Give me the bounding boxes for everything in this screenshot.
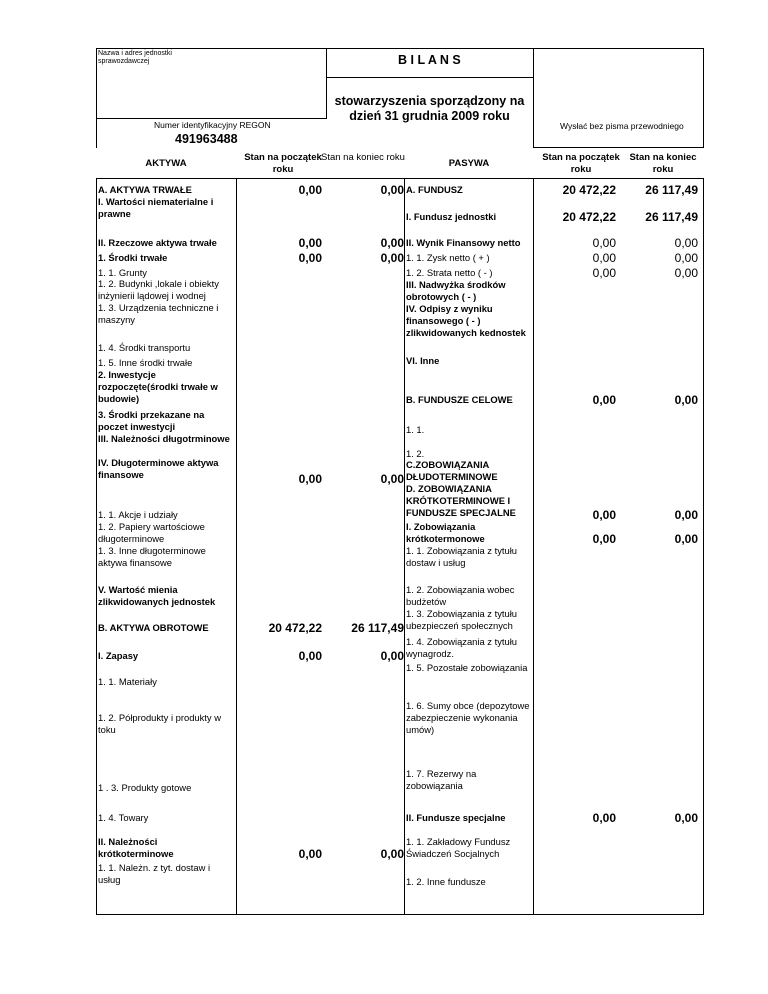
- aktywa-row-end: 0,00: [380, 472, 404, 486]
- aktywa-row-label: 3. Środki przekazane na poczet inwestycji: [98, 409, 205, 432]
- aktywa-row-end: 0,00: [380, 847, 404, 861]
- aktywa-row-label: III. Należności długotrminowe: [98, 433, 230, 444]
- pasywa-row-start: 0,00: [592, 393, 616, 407]
- aktywa-row-label: 1. 5. Inne środki trwałe: [98, 357, 193, 368]
- pasywa-row-label: B. FUNDUSZE CELOWE: [406, 394, 513, 405]
- aktywa-row-label: 1. 2. Budynki ,lokale i obiekty inżynierii lądowej i wodnej: [98, 278, 219, 301]
- grid-v-right: [703, 178, 704, 915]
- pasywa-row-label: 1. 3. Zobowiązania z tytułu ubezpieczeń społecznych: [406, 608, 517, 631]
- pasywa-row-end: 0,00: [674, 508, 698, 522]
- pasywa-row-label: 1. 5. Pozostałe zobowiązania: [406, 662, 528, 673]
- unit-name-label: Nazwa i adres jednostki sprawozdawczej: [98, 50, 172, 65]
- aktywa-row-label: 1. 1. Grunty: [98, 267, 147, 278]
- aktywa-row-label: 1. 4. Towary: [98, 812, 149, 823]
- pasywa-row-label: 1. 1. Zakładowy Fundusz Świadczeń Socjalnych: [406, 836, 511, 859]
- frame-title-bottom: [326, 77, 533, 78]
- pasywa-row-label: II. Fundusze specjalne: [406, 812, 506, 823]
- aktywa-row-start: 0,00: [298, 183, 322, 197]
- pasywa-row-start: 0,00: [592, 236, 616, 250]
- aktywa-row-label: II. Należności krótkoterminowe: [98, 836, 174, 859]
- pasywa-row-label: D. ZOBOWIĄZANIA KRÓTKOTERMINOWE I FUNDUSZE SPECJALNE: [406, 483, 516, 518]
- pasywa-row-start: 0,00: [592, 532, 616, 546]
- col-aktywa: AKTYWA: [145, 158, 187, 169]
- aktywa-row-label: IV. Długoterminowe aktywa finansowe: [98, 457, 219, 480]
- frame-right: [703, 48, 704, 148]
- grid-h-bottom: [96, 914, 704, 915]
- pasywa-row-label: 1. 2. Zobowiązania wobec budżetów: [406, 584, 515, 607]
- aktywa-row-end: 0,00: [380, 236, 404, 250]
- subtitle-line-1: stowarzyszenia sporządzony na: [334, 94, 525, 108]
- aktywa-row-label: 1. 1. Akcje i udziały: [98, 509, 178, 520]
- aktywa-row-start: 0,00: [298, 847, 322, 861]
- aktywa-row-start: 0,00: [298, 236, 322, 250]
- aktywa-row-label: 1. 3. Inne długoterminowe aktywa finansowe: [98, 545, 206, 568]
- grid-v-p-values: [533, 178, 534, 915]
- aktywa-row-label: 1. 2. Papiery wartościowe długoterminowe: [98, 521, 205, 544]
- pasywa-row-start: 20 472,22: [562, 183, 616, 197]
- aktywa-row-label: 1. 3. Urządzenia techniczne i maszyny: [98, 302, 219, 325]
- grid-v-a-label: [236, 178, 237, 915]
- pasywa-row-start: 0,00: [592, 508, 616, 522]
- pasywa-row-label: I. Fundusz jednostki: [406, 211, 497, 222]
- frame-top: [96, 48, 704, 49]
- pasywa-row-label: C.ZOBOWIĄZANIA DŁUDOTERMINOWE: [406, 459, 498, 482]
- aktywa-row-start: 0,00: [298, 251, 322, 265]
- aktywa-row-end: 26 117,49: [351, 621, 404, 635]
- pasywa-row-label: 1. 2. Inne fundusze: [406, 876, 486, 887]
- grid-v-left: [96, 178, 97, 915]
- col-a-end: Stan na koniec roku: [321, 152, 405, 163]
- aktywa-row-label: 1. Środki trwałe: [98, 252, 168, 263]
- aktywa-row-label: II. Rzeczowe aktywa trwałe: [98, 237, 217, 248]
- aktywa-row-start: 20 472,22: [268, 621, 322, 635]
- aktywa-row-end: 0,00: [380, 183, 404, 197]
- col-p-start: Stan na początek roku: [542, 152, 620, 175]
- pasywa-row-end: 26 117,49: [645, 210, 698, 224]
- pasywa-row-start: 0,00: [592, 811, 616, 825]
- pasywa-row-end: 0,00: [674, 811, 698, 825]
- col-pasywa: PASYWA: [448, 158, 490, 169]
- aktywa-row-label: I. Wartości niematerialne i prawne: [98, 196, 214, 219]
- frame-left: [96, 48, 97, 148]
- frame-bottom-right: [533, 147, 704, 148]
- pasywa-row-start: 20 472,22: [562, 210, 616, 224]
- col-a-start: Stan na początek roku: [244, 152, 322, 175]
- pasywa-row-end: 0,00: [674, 532, 698, 546]
- aktywa-row-label: 1. 1. Materiały: [98, 676, 157, 687]
- subtitle-line-2: dzień 31 grudnia 2009 roku: [349, 109, 510, 123]
- regon-value: 491963488: [175, 132, 238, 146]
- pasywa-row-end: 26 117,49: [645, 183, 698, 197]
- pasywa-row-label: 1. 2.: [406, 448, 425, 459]
- frame-divider-2: [533, 48, 534, 148]
- aktywa-row-end: 0,00: [380, 251, 404, 265]
- pasywa-row-label: VI. Inne: [406, 355, 440, 366]
- grid-h-top: [96, 178, 704, 179]
- send-note: Wysłać bez pisma przewodniego: [560, 121, 684, 131]
- pasywa-row-end: 0,00: [674, 266, 698, 280]
- pasywa-row-label: 1. 6. Sumy obce (depozytowe zabezpieczenie wykonania umów): [406, 700, 530, 735]
- col-p-end: Stan na koniec roku: [629, 152, 697, 175]
- aktywa-row-label: 1. 4. Środki transportu: [98, 342, 191, 353]
- pasywa-row-label: 1. 1. Zysk netto ( + ): [406, 252, 490, 263]
- pasywa-row-label: IV. Odpisy z wyniku finansowego ( - ) zlikwidowanych kednostek: [406, 303, 526, 338]
- aktywa-row-label: 1 . 3. Produkty gotowe: [98, 782, 192, 793]
- document-title: B I L A N S: [398, 53, 461, 67]
- aktywa-row-label: A. AKTYWA TRWAŁE: [98, 184, 192, 195]
- aktywa-row-end: 0,00: [380, 649, 404, 663]
- aktywa-row-label: 2. Inwestycje rozpoczęte(środki trwałe w budowie): [98, 369, 218, 404]
- aktywa-row-label: 1. 1. Należn. z tyt. dostaw i usług: [98, 862, 211, 885]
- grid-v-p-label: [404, 178, 405, 915]
- pasywa-row-label: 1. 2. Strata netto ( - ): [406, 267, 493, 278]
- pasywa-row-start: 0,00: [592, 266, 616, 280]
- pasywa-row-label: 1. 7. Rezerwy na zobowiązania: [406, 768, 477, 791]
- pasywa-row-label: 1. 1.: [406, 424, 425, 435]
- aktywa-row-label: 1. 2. Półprodukty i produkty w toku: [98, 712, 221, 735]
- aktywa-row-start: 0,00: [298, 649, 322, 663]
- aktywa-row-label: B. AKTYWA OBROTOWE: [98, 622, 209, 633]
- pasywa-row-end: 0,00: [674, 251, 698, 265]
- pasywa-row-label: 1. 1. Zobowiązania z tytułu dostaw i usług: [406, 545, 517, 568]
- pasywa-row-label: A. FUNDUSZ: [406, 184, 463, 195]
- pasywa-row-label: II. Wynik Finansowy netto: [406, 237, 521, 248]
- pasywa-row-label: 1. 4. Zobowiązania z tytułu wynagrodz.: [406, 636, 517, 659]
- pasywa-row-label: III. Nadwyżka środków obrotowych ( - ): [406, 279, 506, 302]
- pasywa-row-start: 0,00: [592, 251, 616, 265]
- aktywa-row-label: V. Wartość mienia zlikwidowanych jednostek: [98, 584, 216, 607]
- pasywa-row-label: I. Zobowiązania krótkotermonowe: [406, 521, 485, 544]
- frame-divider-1: [326, 48, 327, 118]
- frame-mid-left: [96, 118, 327, 119]
- pasywa-row-end: 0,00: [674, 393, 698, 407]
- pasywa-row-end: 0,00: [674, 236, 698, 250]
- aktywa-row-start: 0,00: [298, 472, 322, 486]
- aktywa-row-label: I. Zapasy: [98, 650, 139, 661]
- regon-label: Numer identyfikacyjny REGON: [154, 120, 271, 130]
